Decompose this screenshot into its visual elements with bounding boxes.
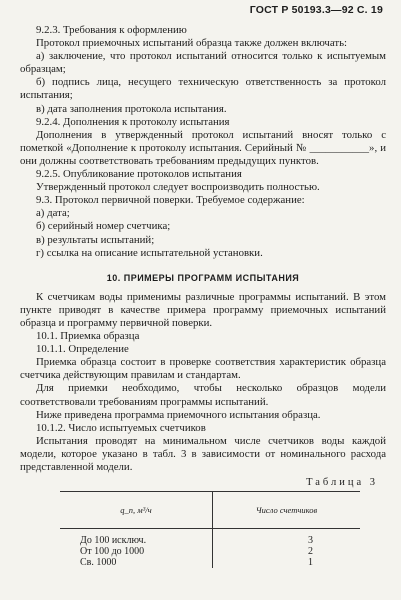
table-row [60, 546, 360, 557]
table-cell-range: От 100 до 1000 [60, 546, 213, 557]
section-title: 10. ПРИМЕРЫ ПРОГРАММ ИСПЫТАНИЯ [106, 272, 300, 283]
table-header-flow: q_n, м³/ч [60, 492, 213, 529]
para-9-2-5: 9.2.5. Опубликование протоколов испытания [36, 168, 242, 181]
table-header-count: Число счетчиков [213, 492, 361, 529]
para-protocol: Протокол приемочных испытаний образца также должен включать: [36, 37, 348, 50]
para-list-v: в) результаты испытаний; [36, 233, 155, 246]
para-intro: К счетчикам воды применимы различные программы испытаний. В этом пункте приводят в качестве примера программу приемочных испытаний образца и программу первичной поверки. [20, 290, 386, 329]
para-reproduce: Утвержденный протокол следует воспроизводить полностью. [36, 181, 320, 194]
para-additions: Дополнения в утвержденный протокол испытаний вносят только с пометкой «Дополнение к протоколу испытания. Серийный № ___________», и они должны соответствовать требованиям предыдущих пунктов. [20, 128, 386, 167]
para-definition: Приемка образца состоит в проверке соответствия характеристик образца счетчика действующим правилам и стандартам. [20, 356, 386, 382]
table-cell-range: Св. 1000 [60, 557, 213, 568]
para-list-b: б) серийный номер счетчика; [36, 220, 171, 233]
para-10-1-2: 10.1.2. Число испытуемых счетчиков [36, 421, 206, 434]
document-body [20, 24, 386, 568]
para-item-a: а) заключение, что протокол испытаний относится только к испытуемым образцам; [20, 50, 386, 76]
para-list-g: г) ссылка на описание испытательной установки. [36, 246, 263, 259]
para-10-1-1: 10.1.1. Определение [36, 343, 129, 356]
table-row [60, 529, 360, 547]
para-item-v: в) дата заполнения протокола испытания. [36, 102, 227, 115]
table-cell-range: До 100 исключ. [60, 529, 213, 547]
para-9-2-4: 9.2.4. Дополнения к протоколу испытания [36, 115, 230, 128]
para-acceptance: Для приемки необходимо, чтобы несколько образцов модели соответствовали требованиям программы испытаний. [20, 382, 386, 408]
para-list-a: а) дата; [36, 207, 70, 220]
page-header: ГОСТ Р 50193.3—92 С. 19 [249, 4, 383, 16]
para-below: Ниже приведена программа приемочного испытания образца. [36, 408, 321, 421]
table-row [60, 557, 360, 568]
para-9-2-3: 9.2.3. Требования к оформлению [36, 24, 187, 36]
table-cell-count: 1 [308, 557, 313, 569]
para-tests: Испытания проводят на минимальном числе счетчиков воды каждой модели, которое указано в табл. 3 в зависимости от номинального расхода представленной модели. [20, 434, 386, 473]
table-caption: Таблица 3 [306, 477, 378, 489]
para-10-1: 10.1. Приемка образца [36, 330, 140, 343]
para-9-3: 9.3. Протокол первичной поверки. Требуемое содержание: [36, 194, 305, 207]
table-cell-count: 2 [308, 546, 313, 558]
para-item-b: б) подпись лица, несущего техническую ответственность за протокол испытания; [20, 76, 386, 102]
table-3 [60, 491, 360, 568]
table-cell-count: 3 [308, 535, 313, 547]
